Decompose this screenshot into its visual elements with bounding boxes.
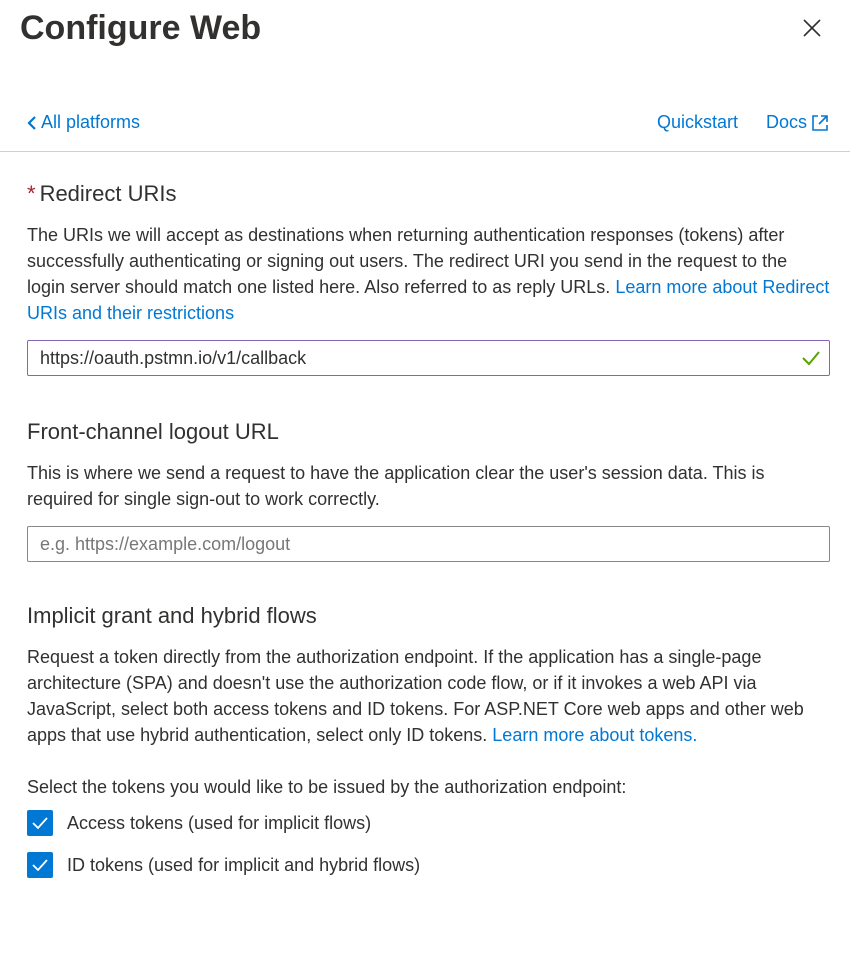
required-marker: * [27,181,36,206]
access-tokens-option[interactable] [27,808,830,838]
header-divider [0,151,850,152]
id-tokens-label: ID tokens (used for implicit and hybrid flows) [67,854,421,875]
form-content [27,178,830,880]
id-tokens-option[interactable] [27,850,830,880]
checkmark-icon [31,815,49,831]
redirect-uris-title [27,178,830,210]
token-options [27,808,830,880]
external-link-icon [810,113,830,133]
redirect-uri-field[interactable] [27,340,830,376]
logout-url-input[interactable] [40,534,817,555]
chevron-left-icon [27,115,37,131]
quickstart-link[interactable]: Quickstart [656,112,738,132]
nav-row [27,112,830,138]
token-select-prompt: Select the tokens you would like to be issued by the authorization endpoint: [27,777,627,797]
page-title: Configure Web [20,9,262,47]
redirect-uris-learn-more-link[interactable]: Learn more about Redirect URIs and their restrictions [27,277,830,323]
checkmark-icon [31,857,49,873]
implicit-grant-description [27,644,830,748]
all-platforms-label: All platforms [41,112,141,132]
redirect-uri-input[interactable] [40,348,817,369]
access-tokens-label: Access tokens (used for implicit flows) [67,812,372,833]
implicit-grant-title: Implicit grant and hybrid flows [27,603,317,628]
logout-url-field[interactable] [27,526,830,562]
implicit-grant-description-text: Request a token directly from the authorization endpoint. If the application has a single-page architecture (SPA) and doesn't use the authorization code flow, or if it invokes a web API via JavaScript, select both access tokens and ID tokens. For ASP.NET Core web apps and other web apps that use hybrid authentication, select only ID tokens. [27,647,804,745]
logout-url-title: Front-channel logout URL [27,419,279,444]
all-platforms-link[interactable] [27,112,140,133]
learn-more-tokens-link[interactable]: Learn more about tokens. [492,725,698,745]
logout-url-description: This is where we send a request to have the application clear the user's session data. This is required for single sign-out to work correctly. [27,463,765,509]
docs-link[interactable] [766,112,830,133]
valid-check-icon [801,349,821,367]
access-tokens-checkbox[interactable] [27,810,53,836]
id-tokens-checkbox[interactable] [27,852,53,878]
redirect-uris-title-text: Redirect URIs [39,181,177,206]
redirect-uris-description-text: The URIs we will accept as destinations when returning authentication responses (tokens) after successfully authenticating or signing out users. The redirect URI you send in the request to the login server should match one listed here. Also referred to as reply URLs. [27,225,788,297]
close-icon [802,18,822,38]
close-button[interactable] [798,14,826,42]
docs-label: Docs [765,112,807,132]
redirect-uris-description [27,222,830,326]
panel-header [20,6,830,56]
